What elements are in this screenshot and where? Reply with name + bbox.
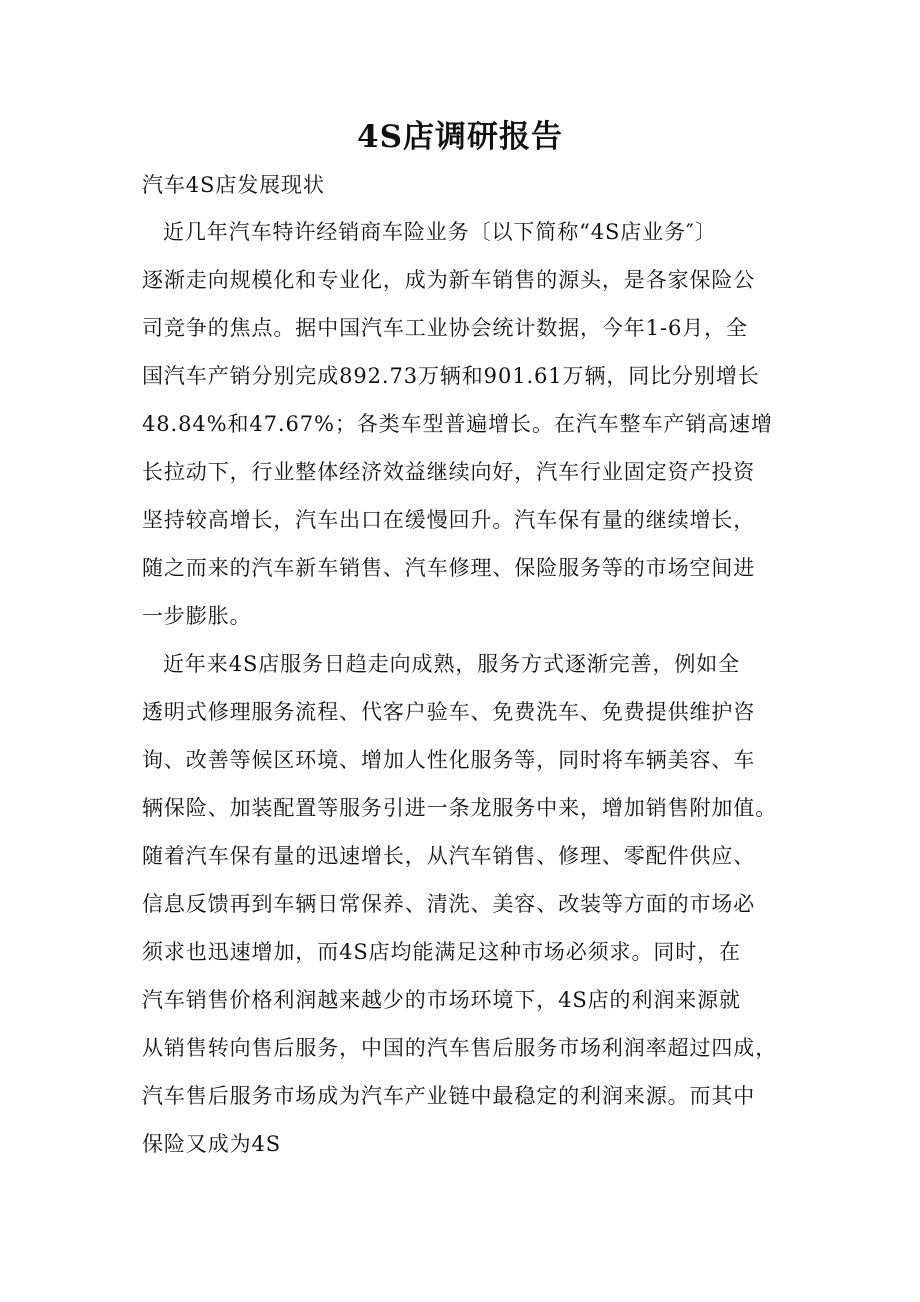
paragraph-line: 逐渐走向规模化和专业化，成为新车销售的源头，是各家保险公 bbox=[142, 268, 756, 292]
document-title: 4S店调研报告 bbox=[357, 119, 563, 155]
paragraph-line: 信息反馈再到车辆日常保养、清洗、美容、改装等方面的市场必 bbox=[142, 892, 756, 916]
paragraph-line: 汽车销售价格利润越来越少的市场环境下，4S店的利润来源就 bbox=[142, 988, 741, 1012]
paragraph-line: 近年来4S店服务日趋走向成熟，服务方式逐渐完善，例如全 bbox=[163, 652, 741, 676]
paragraph-line: 长拉动下，行业整体经济效益继续向好，汽车行业固定资产投资 bbox=[142, 460, 756, 484]
paragraph-line: 透明式修理服务流程、代客户验车、免费洗车、免费提供维护咨 bbox=[142, 700, 756, 724]
paragraph-line: 司竞争的焦点。据中国汽车工业协会统计数据，今年1-6月，全 bbox=[142, 316, 748, 340]
paragraph-line: 辆保险、加装配置等服务引进一条龙服务中来，增加销售附加值。 bbox=[142, 796, 778, 820]
paragraph-line: 国汽车产销分别完成892.73万辆和901.61万辆，同比分别增长 bbox=[142, 364, 760, 388]
paragraph-line: 汽车售后服务市场成为汽车产业链中最稳定的利润来源。而其中 bbox=[142, 1084, 756, 1108]
paragraph-line: 近几年汽车特许经销商车险业务〔以下简称“4S店业务″〕 bbox=[163, 220, 717, 244]
paragraph-line: 坚持较高增长，汽车出口在缓慢回升。汽车保有量的继续增长， bbox=[142, 508, 756, 532]
paragraph-line: 询、改善等候区环境、增加人性化服务等，同时将车辆美容、车 bbox=[142, 748, 756, 772]
paragraph-line: 随着汽车保有量的迅速增长，从汽车销售、修理、零配件供应、 bbox=[142, 844, 756, 868]
section-heading: 汽车4S店发展现状 bbox=[142, 173, 325, 197]
paragraph-line: 从销售转向售后服务，中国的汽车售后服务市场利润率超过四成， bbox=[142, 1036, 778, 1060]
paragraph-line: 一步膨胀。 bbox=[142, 604, 252, 628]
paragraph-line: 随之而来的汽车新车销售、汽车修理、保险服务等的市场空间进 bbox=[142, 556, 756, 580]
paragraph-line: 保险又成为4S bbox=[142, 1132, 282, 1156]
paragraph-line: 须求也迅速增加，而4S店均能满足这种市场必须求。同时，在 bbox=[142, 940, 741, 964]
paragraph-line: 48.84%和47.67%；各类车型普遍增长。在汽车整车产销高速增 bbox=[142, 412, 773, 436]
